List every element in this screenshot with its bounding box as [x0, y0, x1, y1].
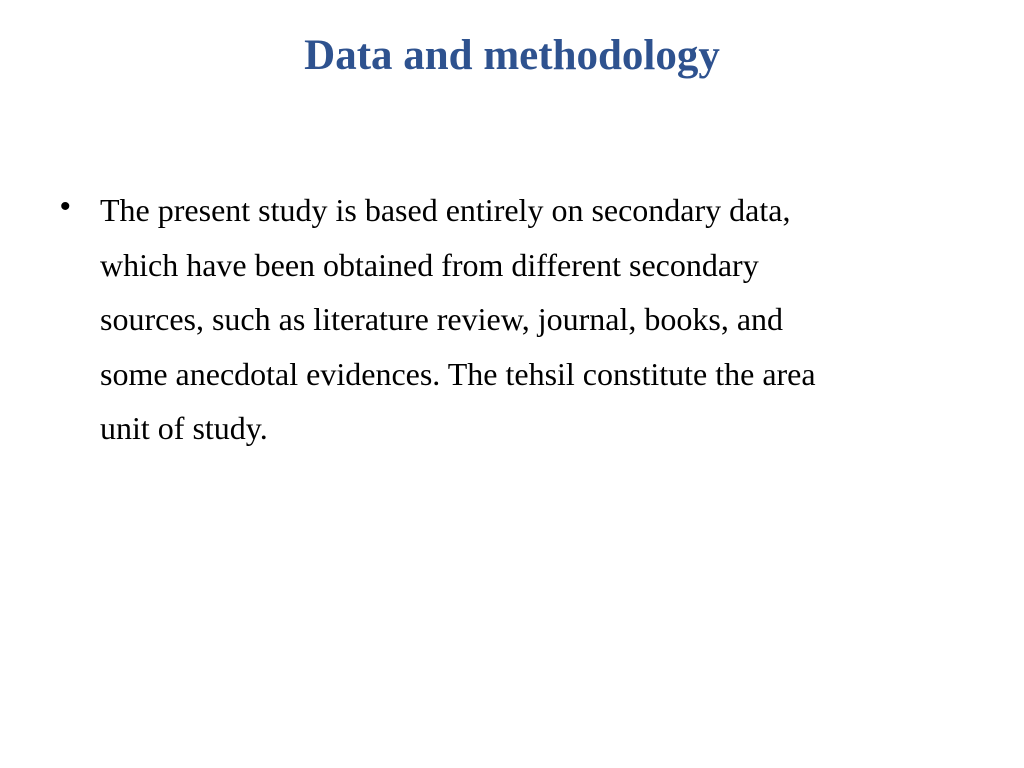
bullet-dot-icon: •: [60, 190, 71, 223]
bullet-text-line: which have been obtained from different secondary: [100, 246, 759, 283]
bullet-text-line: some anecdotal evidences. The tehsil constitute the area: [100, 355, 816, 392]
bullet-item: [60, 183, 960, 456]
bullet-text-line: The present study is based entirely on secondary data,: [100, 192, 791, 228]
bullet-list: [60, 183, 960, 456]
slide-title: Data and methodology: [304, 32, 720, 79]
bullet-text-line: unit of study.: [100, 410, 268, 446]
bullet-text-line: sources, such as literature review, journal, books, and: [100, 301, 784, 337]
